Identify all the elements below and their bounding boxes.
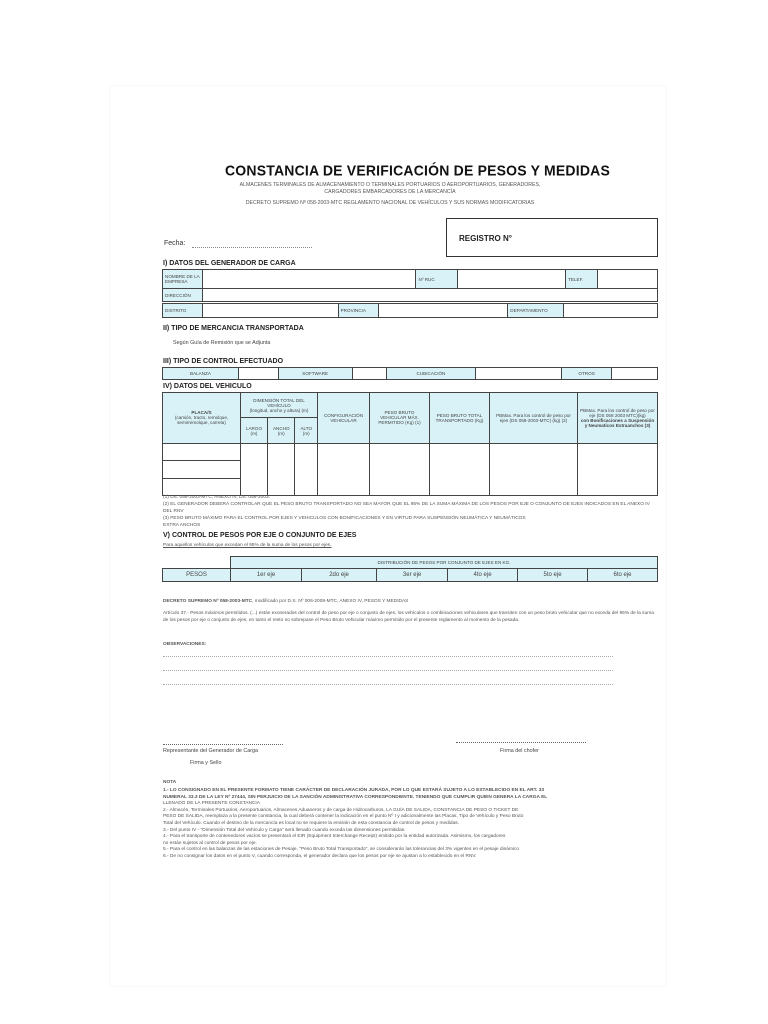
mercancia-note: Según Guía de Remisión que se Adjunta (173, 340, 271, 346)
observaciones-line-3[interactable] (163, 684, 613, 685)
nombre-label: NOMBRE DE LA EMPRESA (163, 270, 203, 289)
control-option-otros: OTROS (562, 368, 612, 380)
departamento-field[interactable] (564, 304, 658, 318)
telef-label: TELEF. (566, 270, 598, 289)
footnote-3: (3) PESO BRUTO MÁXIMO PARA EL CONTROL POR EJES Y VEHICULOS CON BONIFICACIONES Y EN VIRTUD PARA SUSPENSIÓN NEUMÁTICA Y NEUMÁTICOS (163, 516, 526, 521)
decreto-body: Artículo 37.- Pesos máximos permitidos. (...) están exonerados del control de peso por eje o conjunto de ejes, los vehículos o combinaciones vehiculares que transiten con un peso bruto vehicular que no exceda del 95% de la suma de los pesos por eje o conjunto de ejes, en tanto el resto no sobrepase el Peso Bruto Vehicular máximo permitido por el presente reglamento al momento de la pesada. (163, 611, 654, 624)
dimension-label: DIMENSIÓN TOTAL DEL VEHÍCULO (253, 397, 305, 408)
nota-line: 4.- Para el transporte de contenedores vacíos se presentará el EIR (Equipment Interchange Receipt) emitido por la entidad autorizada. Asimismo, los cargadores (163, 834, 506, 840)
nota-line: 2.- Almacén, Terminales Portuarios, Aeroportuarios, Almacenes Aduaneros y de carga de Hidrocarburos, LA GUÍA DE SALIDA, CONSTANCIA DE PESO O TICKET DE (163, 807, 519, 813)
decreto-heading-line (163, 599, 659, 606)
control-check-software[interactable] (352, 368, 386, 380)
distrito-label: DISTRITO (163, 304, 203, 318)
ruc-label: Nº RUC (416, 270, 458, 289)
placa-label: PLACA/S (191, 410, 212, 416)
ancho-cell[interactable] (267, 443, 295, 495)
ejes-col-5: 5to eje (518, 569, 588, 582)
departamento-label: DEPARTAMENTO (508, 304, 564, 318)
signature-left-sub: Firma y Sello (190, 760, 222, 766)
control-check-otros[interactable] (612, 368, 658, 380)
ejes-table (162, 556, 658, 582)
generador-table (162, 269, 658, 302)
section-4-heading: IV) DATOS DEL VEHICULO (163, 383, 252, 390)
ruc-field[interactable] (458, 270, 566, 289)
pbmax2-extra: con Bonificaciones a Suspensión y Neumaticos Extraanchos (3) (580, 417, 655, 428)
peso-total-cell[interactable] (430, 443, 490, 495)
largo-header: LARGO (m) (241, 418, 268, 443)
nota-line: 3.- Del punto IV - "Dimensión Total del Vehículo y Carga" será llenado cuando exceda las dimensiones permitidas. (163, 827, 406, 833)
control-option-balanza: BALANZA (163, 368, 239, 380)
footnote-2: (2) EL GENERADOR DEBERÁ CONTROLAR QUE EL PESO BRUTO TRANSPORTADO NO SEA MAYOR QUE EL 95% DE LA SUMA MÁXIMA DE LOS PESOS POR EJE O CONJUNTO DE EJES INDICADOS EN EL ANEXO IV DEL RNV (163, 502, 650, 514)
registro-label: REGISTRO N° (459, 234, 512, 243)
fecha-label: Fecha: (164, 240, 186, 247)
placa-sub: (camión, tracto, remolque, semirremolque, carreta) (174, 415, 229, 426)
control-option-software: SOFTWARE (278, 368, 352, 380)
pbmax2-label: PBMax. Para los control de peso por eje (DS 058 2003 MTC)(kg) (580, 407, 655, 418)
vehiculo-table (162, 392, 658, 496)
subtitle-line-1: ALMACENES TERMINALES DE ALMACENAMIENTO O TERMINALES PORTUARIOS O AEROPORTUARIOS, GENERADORES, (239, 182, 541, 188)
pbmax2-header (578, 393, 658, 444)
placa-cell-2[interactable] (163, 461, 241, 478)
peso-bruto-cell[interactable] (370, 443, 430, 495)
pbmax2-cell[interactable] (578, 443, 658, 495)
provincia-field[interactable] (378, 304, 508, 318)
section-3-heading: III) TIPO DE CONTROL EFECTUADO (163, 358, 284, 365)
pbmax-header: PBMax. Para los control de peso por ejes (DS 058-2003-MTC) (kg) (2) (490, 393, 578, 444)
registro-box[interactable] (446, 218, 658, 257)
nombre-field[interactable] (202, 270, 415, 289)
provincia-label: PROVINCIA (338, 304, 378, 318)
nota-line: 6.- De no consignar los datos en el punto V, cuando corresponda, el generador declara que los pesos por eje se ajustan a lo establecido en el RNV. (163, 853, 477, 859)
nota-line: PESO DE SALIDA, reemplaza a la presente constancia, la cual deberá contener la indicación en el punto Nº I y adicionalmente las Placas, Tipo de Vehículo y Peso Bruto (163, 814, 524, 820)
nota-list (163, 788, 663, 861)
peso-total-header: PESO BRUTO TOTAL TRANSPORTADO (Kg) (430, 393, 490, 444)
alto-header: ALTO (m) (295, 418, 318, 443)
ejes-col-4: 4to eje (448, 569, 518, 582)
placa-cell-1[interactable] (163, 443, 241, 460)
dimension-sub: (longitud, ancho y altura) (m) (249, 407, 309, 413)
nota-line: 5.- Para el control en las balanzas de las estaciones de Pesaje, "Peso Bruto Total Transportado", se considerarán las tolerancias del 3% vigentes en el pesaje dinámico (163, 847, 520, 853)
control-check-cubicacion[interactable] (476, 368, 562, 380)
nota-line: NUMERAL 33.3 DE LA LEY Nº 27444, SIN PERJUICIO DE LA SANCIÓN ADMINISTRATIVA CORRESPONDIENTE. TENIENDO QUE CUMPLIR QUIEN GENERA LA CARGA EL (163, 794, 548, 800)
config-cell[interactable] (318, 443, 370, 495)
decreto-heading-rest: , modificado por D.S. Nº 006-2008-MTC, ANEXO IV, PESOS Y MEDIDAS (252, 599, 409, 604)
ejes-col-1: 1er eje (231, 569, 302, 582)
placa-header (163, 393, 241, 444)
ejes-col-6: 6to eje (588, 569, 658, 582)
fecha-field[interactable] (192, 247, 312, 248)
peso-bruto-header: PESO BRUTO VEHICULAR MÁX. PERMITIDO (Kg) (1) (370, 393, 430, 444)
direccion-field[interactable] (202, 289, 657, 302)
placa-cell-3[interactable] (163, 478, 241, 495)
signature-line-left[interactable] (163, 744, 283, 745)
ejes-col-2: 2do eje (302, 569, 377, 582)
signature-right-title: Firma del chofer (500, 748, 539, 754)
signature-line-right[interactable] (456, 742, 586, 743)
nota-line: 1.- LO CONSIGNADO EN EL PRESENTE FORMATO TIENE CARÁCTER DE DECLARACIÓN JURADA, POR LO QUE ESTARÁ SUJETO A LO ESTABLECIDO EN EL ART. 33 (163, 788, 545, 793)
section-2-heading: II) TIPO DE MERCANCIA TRANSPORTADA (163, 325, 304, 332)
section-5-heading: V) CONTROL DE PESOS POR EJE O CONJUNTO DE EJES (163, 532, 357, 539)
nota-line: LLENADO DE LA PRESENTE CONSTANCIA (163, 801, 260, 807)
direccion-label: DIRECCIÓN (163, 289, 203, 302)
document-page (110, 86, 666, 986)
ancho-header: ANCHO (m) (267, 418, 295, 443)
observaciones-line-1[interactable] (163, 656, 613, 657)
telef-field[interactable] (598, 270, 658, 289)
observaciones-label: OBSERVACIONES: (163, 642, 207, 647)
dimension-header (241, 393, 318, 418)
config-header: CONFIGURACIÓN VEHICULAR (318, 393, 370, 444)
control-option-cubicacion: CUBICACIÓN (386, 368, 476, 380)
pbmax-cell[interactable] (490, 443, 578, 495)
subtitle-line-2: CARGADORES EMBARCADORES DE LA MERCANCÍA (324, 189, 456, 195)
section-5-note: Para aquellos vehículos que excedan el 95% de la suma de los pesos por ejes. (163, 543, 332, 548)
ubicacion-table (162, 303, 658, 318)
nota-line: Total del Vehículo. Cuando el destino de la mercancía es local no se requiere la emisión de esta constancia de control de pesos y medidas. (163, 820, 459, 826)
footnote-4: EXTRA ANCHOS (163, 523, 201, 528)
nota-heading: NOTA (163, 780, 177, 785)
ejes-col-pesos: PESOS (163, 569, 231, 582)
section-1-heading: I) DATOS DEL GENERADOR DE CARGA (163, 260, 296, 267)
ejes-col-3: 3er eje (377, 569, 448, 582)
subtitle-line-3: DECRETO SUPREMO Nº 058-2003-MTC REGLAMENTO NACIONAL DE VEHÍCULOS Y SUS NORMAS MODIFICATORIAS (245, 200, 535, 206)
footnote-1: (1) DS. 058-2003-MTC, ANEXO IV, DS. 058-2003. (163, 495, 271, 500)
observaciones-line-2[interactable] (163, 670, 613, 671)
nota-line: no están sujetos al control de pesos por eje. (163, 840, 257, 846)
largo-cell[interactable] (241, 443, 268, 495)
ejes-corner (163, 557, 231, 569)
decreto-heading: DECRETO SUPREMO Nº 058-2003-MTC (163, 599, 253, 604)
document-title: CONSTANCIA DE VERIFICACIÓN DE PESOS Y MEDIDAS (225, 161, 610, 179)
signature-left-title: Representante del Generador de Carga (163, 748, 258, 754)
control-check-balanza[interactable] (238, 368, 278, 380)
alto-cell[interactable] (295, 443, 318, 495)
ejes-dist-header: DISTRIBUCIÓN DE PESOS POR CONJUNTO DE EJES EN KG. (231, 557, 658, 569)
distrito-field[interactable] (202, 304, 338, 318)
control-table (162, 367, 658, 380)
